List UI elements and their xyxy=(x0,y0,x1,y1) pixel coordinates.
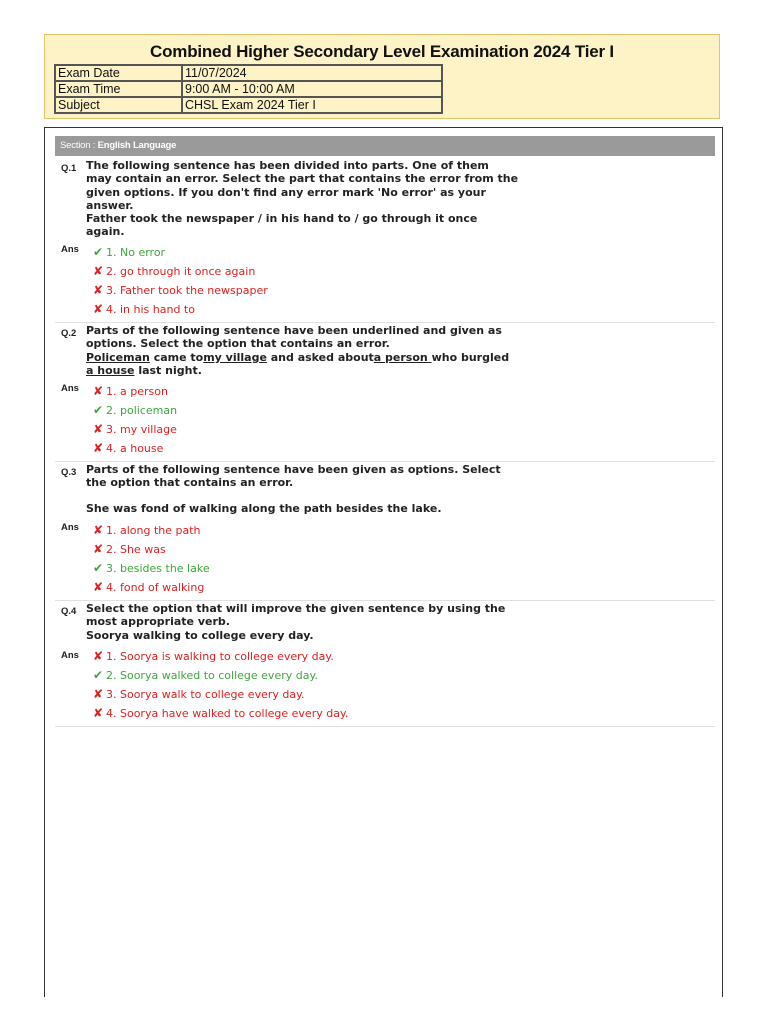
answer-option[interactable] xyxy=(91,647,334,665)
exam-header xyxy=(44,34,720,119)
question-sentence xyxy=(86,364,521,377)
cross-icon: ✘ xyxy=(92,422,104,436)
cross-icon: ✘ xyxy=(92,264,104,278)
option-text: 4. a house xyxy=(106,442,164,455)
info-value: 11/07/2024 xyxy=(182,65,442,81)
question-3 xyxy=(55,463,715,601)
question-number: Q.1 xyxy=(61,163,77,174)
question-number: Q.4 xyxy=(61,606,77,617)
check-icon: ✔ xyxy=(92,403,104,417)
info-label: Exam Date xyxy=(55,65,182,81)
info-row xyxy=(55,81,442,97)
question-number: Q.3 xyxy=(61,467,77,478)
question-line: the option that contains an error. xyxy=(86,476,294,490)
ans-label: Ans xyxy=(61,522,79,533)
option-text: 2. Soorya walked to college every day. xyxy=(106,669,318,682)
answer-option[interactable] xyxy=(91,521,201,539)
question-2 xyxy=(55,324,715,462)
question-line: Parts of the following sentence have been given as options. Select xyxy=(86,463,501,476)
cross-icon: ✘ xyxy=(92,687,104,701)
option-text: 3. besides the lake xyxy=(106,562,210,575)
question-line: given options. If you don't find any error mark 'No error' as your xyxy=(86,185,486,199)
answer-option[interactable] xyxy=(91,439,163,457)
question-text xyxy=(86,159,521,239)
section-name: English Language xyxy=(97,140,177,151)
question-4 xyxy=(55,602,715,727)
answer-option[interactable] xyxy=(91,382,168,400)
cross-icon: ✘ xyxy=(92,441,104,455)
answer-option[interactable] xyxy=(91,262,255,280)
option-text: 1. Soorya is walking to college every day. xyxy=(106,650,334,663)
answer-option[interactable] xyxy=(91,420,177,438)
sentence-text: and asked about xyxy=(266,350,374,364)
exam-info-table xyxy=(54,64,443,114)
option-text: 1. No error xyxy=(106,246,166,259)
underlined-part: Policeman xyxy=(86,350,150,364)
cross-icon: ✘ xyxy=(92,384,104,398)
ans-label: Ans xyxy=(61,244,79,255)
question-line: Father took the newspaper / in his hand to / go through it once xyxy=(86,212,478,226)
cross-icon: ✘ xyxy=(92,523,104,537)
question-number: Q.2 xyxy=(61,328,77,339)
info-value: 9:00 AM - 10:00 AM xyxy=(182,81,442,97)
question-line: Soorya walking to college every day. xyxy=(86,628,314,642)
answer-option[interactable] xyxy=(91,704,348,722)
underlined-part: my village xyxy=(203,350,267,364)
question-line: Select the option that will improve the given sentence by using the xyxy=(86,602,506,615)
question-text xyxy=(86,463,521,515)
question-line: most appropriate verb. xyxy=(86,615,230,629)
option-text: 4. fond of walking xyxy=(106,581,205,594)
answer-option[interactable] xyxy=(91,300,195,318)
question-text xyxy=(86,602,521,642)
option-text: 4. in his hand to xyxy=(106,303,195,316)
answer-option[interactable] xyxy=(91,578,204,596)
option-text: 4. Soorya have walked to college every day. xyxy=(106,707,349,720)
info-row xyxy=(55,65,442,81)
question-line: may contain an error. Select the part that contains the error from the xyxy=(86,172,519,186)
exam-title: Combined Higher Secondary Level Examination 2024 Tier I xyxy=(150,42,614,61)
check-icon: ✔ xyxy=(92,245,104,259)
question-line: Parts of the following sentence have been underlined and given as xyxy=(86,324,502,337)
sentence-text: came to xyxy=(149,350,204,364)
question-line: The following sentence has been divided into parts. One of them xyxy=(86,159,489,172)
cross-icon: ✘ xyxy=(92,649,104,663)
info-label: Subject xyxy=(55,97,182,113)
option-text: 2. go through it once again xyxy=(106,265,256,278)
option-text: 3. Father took the newspaper xyxy=(106,284,268,297)
cross-icon: ✘ xyxy=(92,542,104,556)
option-text: 1. a person xyxy=(106,385,168,398)
info-label: Exam Time xyxy=(55,81,182,97)
cross-icon: ✘ xyxy=(92,580,104,594)
option-text: 3. Soorya walk to college every day. xyxy=(106,688,305,701)
option-text: 2. policeman xyxy=(106,404,178,417)
answer-option[interactable] xyxy=(91,666,318,684)
question-text xyxy=(86,324,521,377)
answer-option[interactable] xyxy=(91,685,305,703)
question-line: again. xyxy=(86,225,125,239)
cross-icon: ✘ xyxy=(92,283,104,297)
underlined-part: a person xyxy=(373,350,432,364)
question-line: answer. xyxy=(86,198,134,212)
info-row xyxy=(55,97,442,113)
cross-icon: ✘ xyxy=(92,302,104,316)
section-prefix: Section : xyxy=(60,140,98,151)
ans-label: Ans xyxy=(61,650,79,661)
answer-option[interactable] xyxy=(91,243,165,261)
ans-label: Ans xyxy=(61,383,79,394)
question-line: options. Select the option that contains an error. xyxy=(86,337,390,351)
underlined-part: a house xyxy=(86,363,135,377)
question-sentence xyxy=(86,351,521,364)
option-text: 1. along the path xyxy=(106,524,201,537)
answer-option[interactable] xyxy=(91,401,177,419)
answer-option[interactable] xyxy=(91,540,166,558)
section-bar xyxy=(55,136,715,156)
info-value: CHSL Exam 2024 Tier I xyxy=(182,97,442,113)
sentence-text: last night. xyxy=(134,363,202,377)
question-panel xyxy=(44,127,723,997)
cross-icon: ✘ xyxy=(92,706,104,720)
question-1 xyxy=(55,159,715,323)
option-text: 2. She was xyxy=(106,543,166,556)
sentence-text: who burgled xyxy=(431,350,510,364)
check-icon: ✔ xyxy=(92,668,104,682)
answer-option[interactable] xyxy=(91,281,268,299)
question-line: She was fond of walking along the path besides the lake. xyxy=(86,501,442,515)
option-text: 3. my village xyxy=(106,423,177,436)
answer-option[interactable] xyxy=(91,559,210,577)
check-icon: ✔ xyxy=(92,561,104,575)
